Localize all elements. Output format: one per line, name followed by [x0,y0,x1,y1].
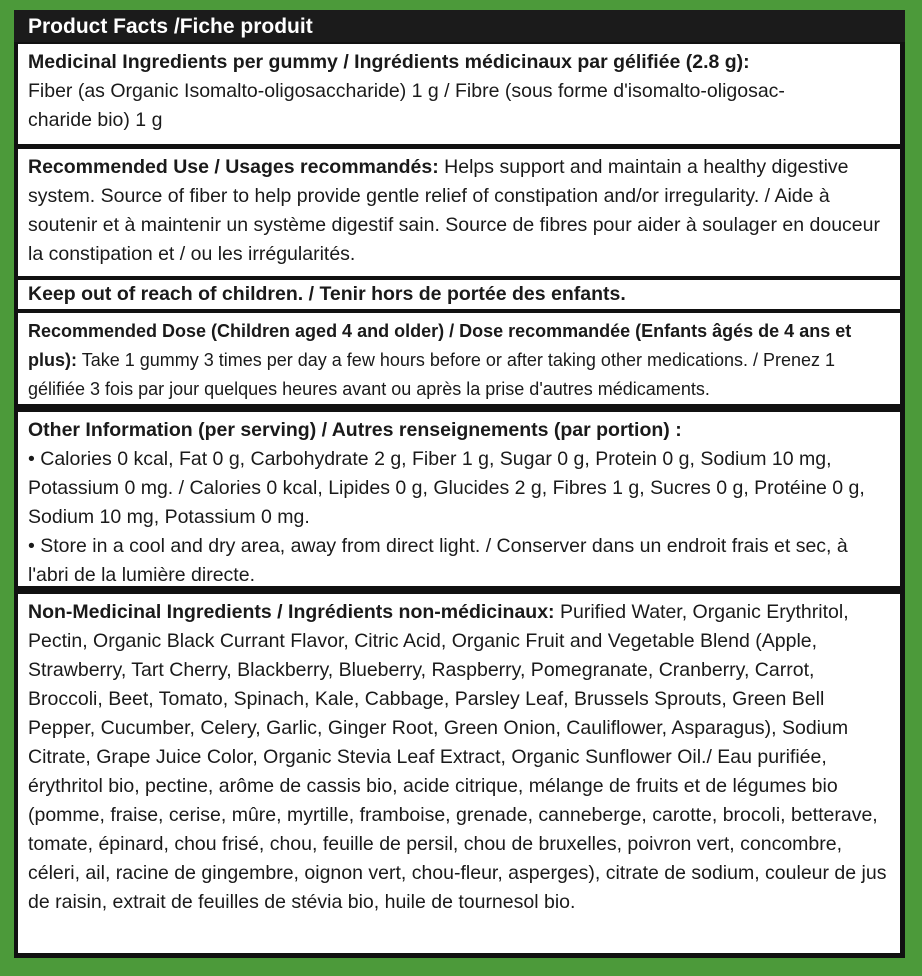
warning-section [18,280,900,309]
recommended-dose-section [18,313,900,404]
medicinal-ingredients-section [18,44,900,144]
non-medicinal-ingredients-label: Non-Medicinal Ingredients / Ingrédients non-médicinaux: [28,601,555,623]
warning-text: Keep out of reach of children. / Tenir hors de portée des enfants. [28,283,626,305]
medicinal-ingredients-label: Medicinal Ingredients per gummy / Ingrédients médicinaux par gélifiée (2.8 g): [28,51,750,73]
non-medicinal-ingredients-text: Purified Water, Organic Erythritol, Pectin, Organic Black Currant Flavor, Citric Acid, Organic Fruit and Vegetable Blend (Apple, Strawberry, Tart Cherry, Blackberry, Blueberry, Raspberry, Pomegranate, Cranberry, Carrot, Broccoli, Beet, Tomato, Spinach, Kale, Cabbage, Parsley Leaf, Brussels Sprouts, Green Bell Pepper, Cucumber, Celery, Garlic, Ginger Root, Green Onion, Cauliflower, Asparagus), Sodium Citrate, Grape Juice Color, Organic Stevia Leaf Extract, Organic Sunflower Oil./ Eau purifiée, érythritol bio, pectine, arôme de cassis bio, acide citrique, mélange de fruits et de légumes bio (pomme, fraise, cerise, mûre, myrtille, framboise, grenade, canneberge, carotte, brocoli, betterave, tomate, épinard, chou frisé, chou, feuille de persil, chou de bruxelles, poivron vert, concombre, céleri, ail, racine de gingembre, oignon vert, chou-fleur, asperges), citrate de sodium, couleur de jus de raisin, extrait de feuilles de stévia bio, huile de tournesol bio. [28,601,887,913]
recommended-dose-label: Recommended Dose (Children aged 4 and older) / Dose recommandée (Enfants âgés de 4 ans et plus): [28,321,852,370]
non-medicinal-ingredients-section [18,594,900,953]
other-information-label: Other Information (per serving) / Autres renseignements (par portion) : [28,419,682,441]
recommended-use-text: Helps support and maintain a healthy digestive system. Source of fiber to help provide gentle relief of constipation and/or irregularity. / Aide à soutenir et à maintenir un système digestif sain. Source de fibres pour aider à soulager en douceur la constipation et / ou les irrégularités. [28,156,880,265]
panel-title: Product Facts /Fiche produit [14,10,905,42]
recommended-use-section [18,149,900,276]
nutrition-bullet: • Calories 0 kcal, Fat 0 g, Carbohydrate 2 g, Fiber 1 g, Sugar 0 g, Protein 0 g, Sodium 10 mg, Potassium 0 mg. / Calories 0 kcal, Lipides 0 g, Glucides 2 g, Fibres 1 g, Sucres 0 g, Protéine 0 g, Sodium 10 mg, Potassium 0 mg. [28,448,865,528]
product-facts-panel [14,10,905,958]
recommended-dose-text: Take 1 gummy 3 times per day a few hours before or after taking other medications. / Prenez 1 gélifiée 3 fois par jour quelques heures avant ou après la prise d'autres médicaments. [28,350,836,399]
other-information-section [18,412,900,586]
medicinal-ingredients-text-2: charide bio) 1 g [28,109,163,131]
recommended-use-label: Recommended Use / Usages recommandés: [28,156,439,178]
storage-bullet: • Store in a cool and dry area, away from direct light. / Conserver dans un endroit frais et sec, à l'abri de la lumière directe. [28,535,848,586]
medicinal-ingredients-text-1: Fiber (as Organic Isomalto-oligosaccharide) 1 g / Fibre (sous forme d'isomalto-oligosac- [28,80,785,102]
